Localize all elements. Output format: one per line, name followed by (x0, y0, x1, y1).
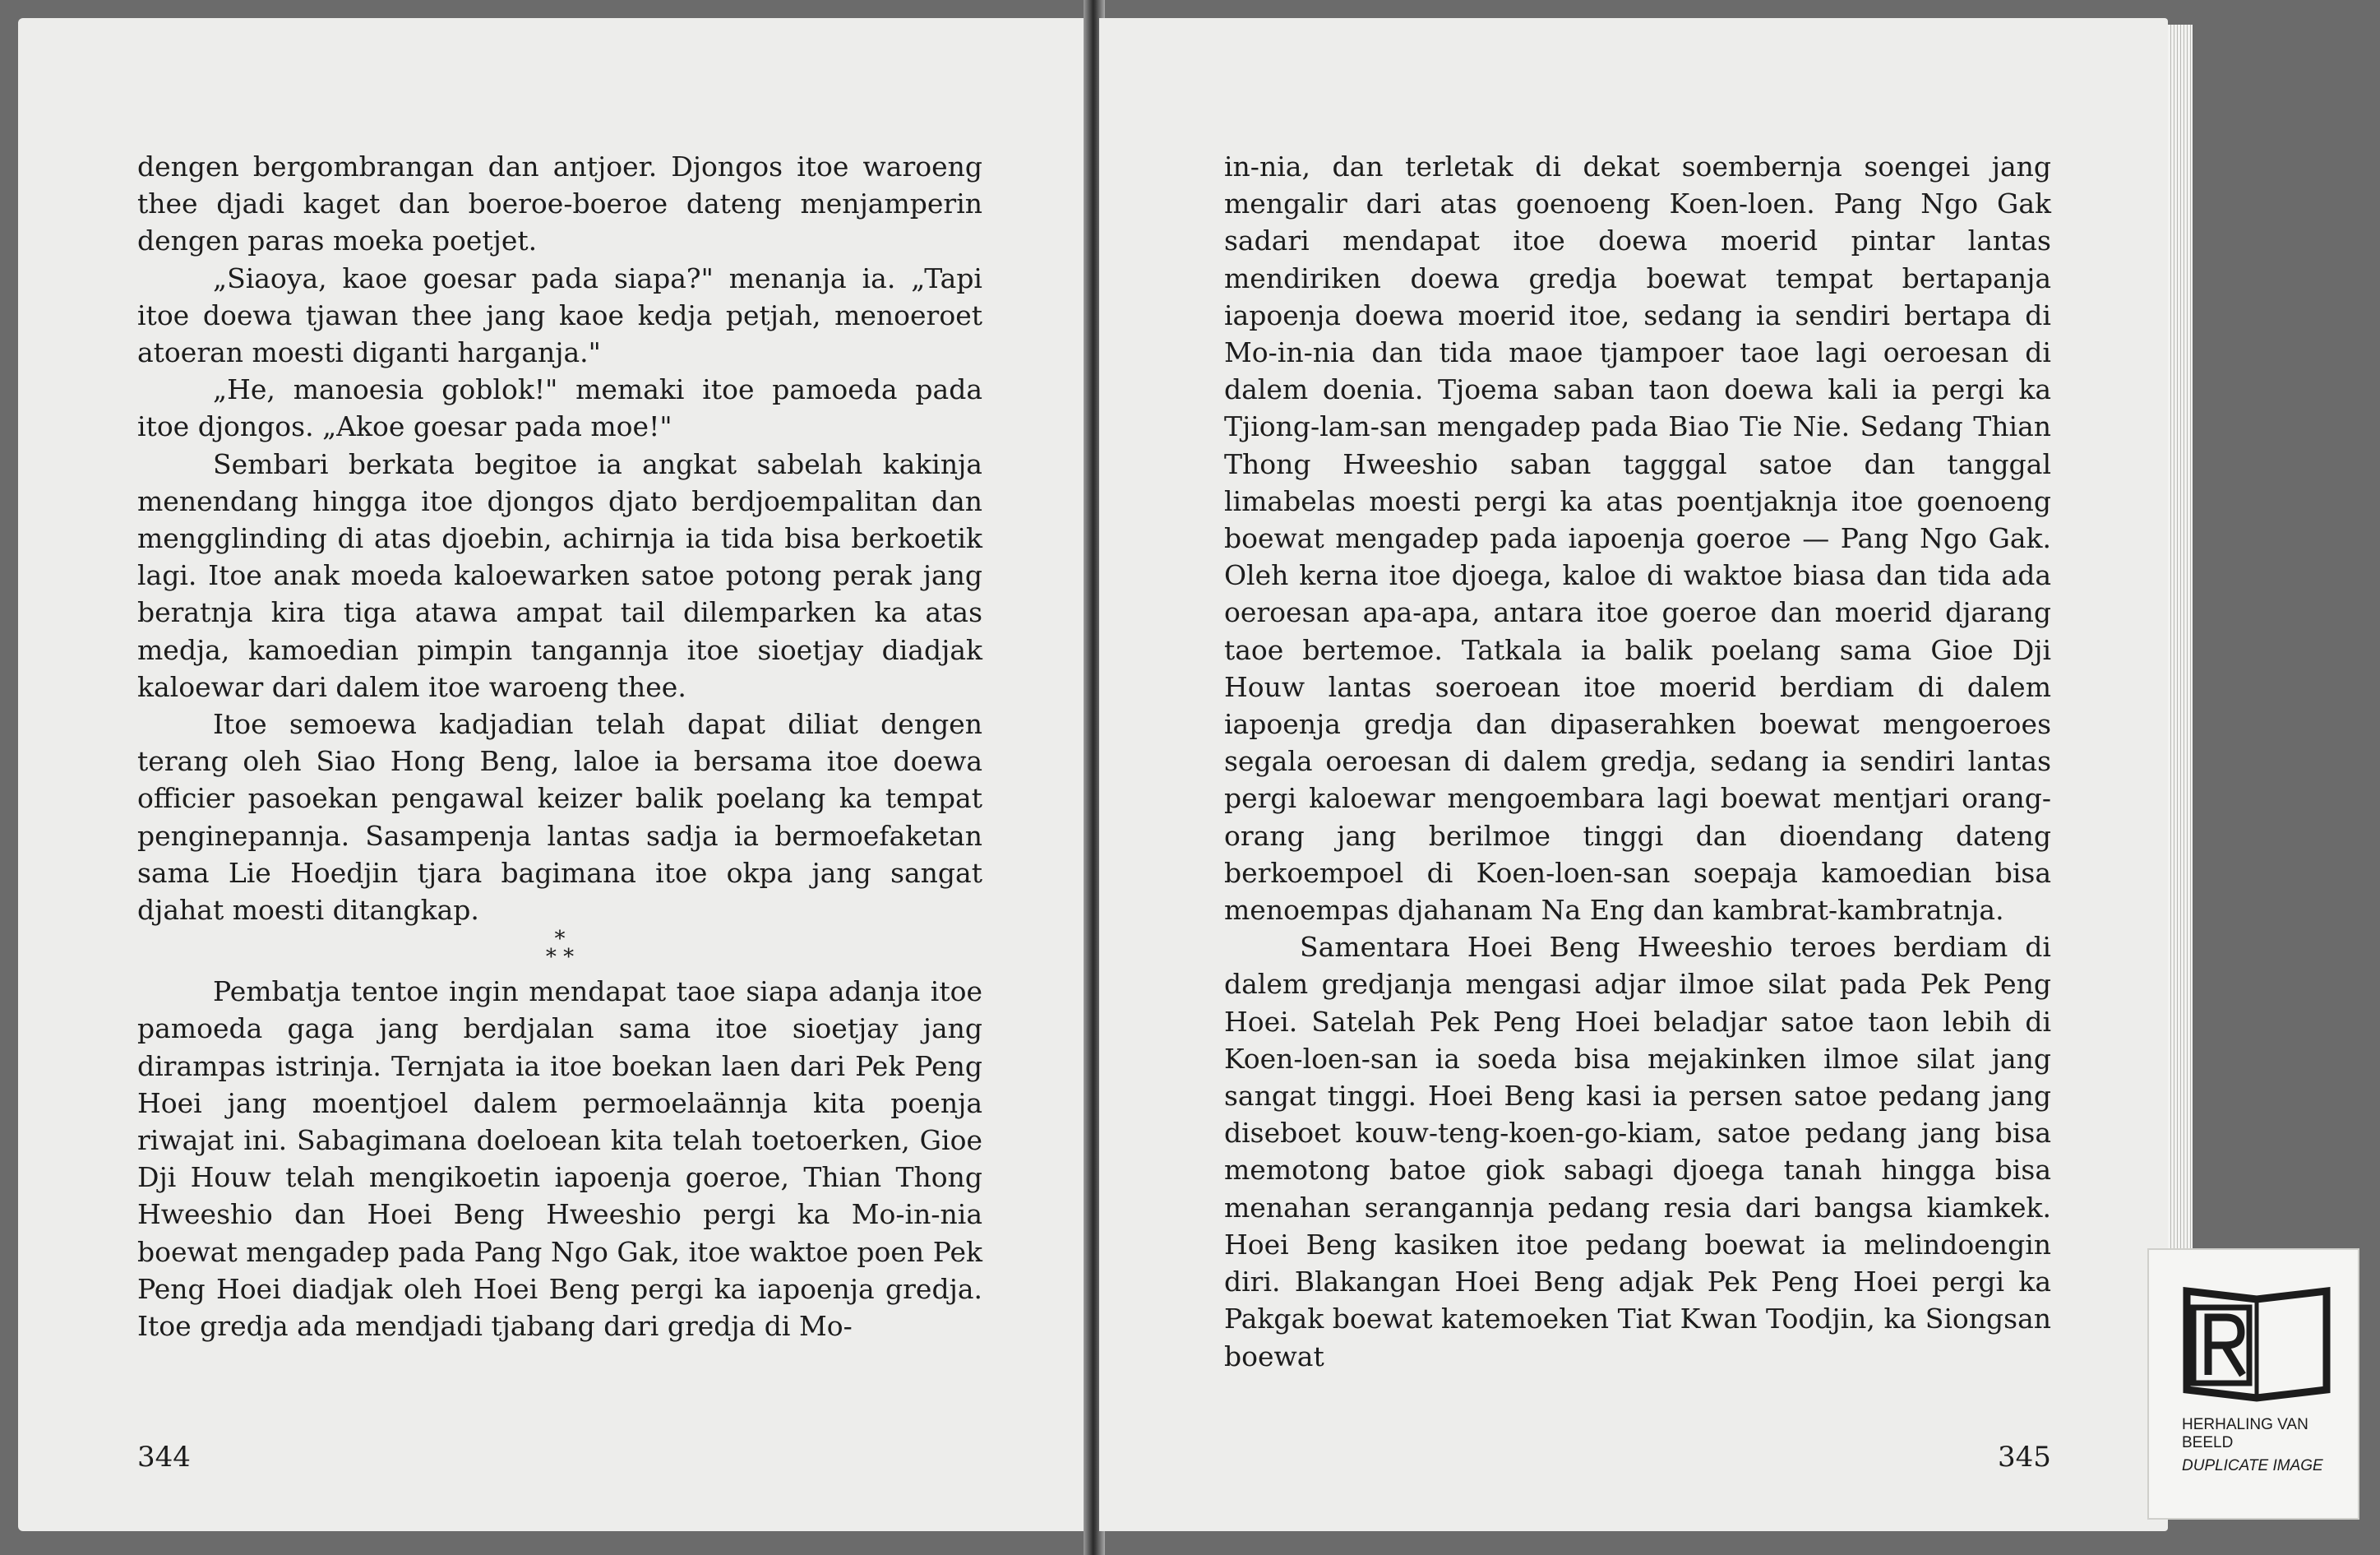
book-r-logo-icon (2179, 1275, 2335, 1406)
paragraph: Samentara Hoei Beng Hweeshio teroes berdiam di dalem gredjanja mengasi adjar ilmoe silat pada Pek Peng Hoei. Satelah Pek Peng Hoei beladjar satoe taon lebih di Koen-loen-san ia soeda bisa mejakinken ilmoe silat jang sangat tinggi. Hoei Beng kasi ia persen satoe pedang jang diseboet kouw-teng-koen-go-kiam, satoe pedang jang bisa memotong batoe giok sabagi djoega tanah hingga bisa menahan serangannja pedang resia dari bangsa kiamkek. Hoei Beng kasiken itoe pedang boewat ia melindoengin diri. Blakangan Hoei Beng adjak Pek Peng Hoei pergi ka Pakgak boewat katemoeken Tiat Kwan Toodjin, ka Siongsan boewat (1224, 931, 2051, 1372)
paragraph: Sembari berkata begitoe ia angkat sabelah kakinja menendang hingga itoe djongos djato berdjoempalitan dan mengglinding di atas djoebin, achirnja ia tida bisa berkoetik lagi. Itoe anak moeda kaloewarken satoe potong perak jang beratnja kira tiga atawa ampat tail dilemparken ka atas medja, kamoedian pimpin tangannja itoe sioetjay diadjak kaloewar dari dalem itoe waroeng thee. (137, 447, 982, 703)
duplicate-stamp (2147, 1248, 2359, 1520)
paragraph: dengen bergombrangan dan antjoer. Djongos itoe waroeng thee djadi kaget dan boeroe-boeroe dateng menjamperin dengen paras moeka poetjet. (137, 150, 982, 257)
right-page (1099, 18, 2168, 1531)
paragraph: in-nia, dan terletak di dekat soembernja soengei jang mengalir dari atas goenoeng Koen-loen. Pang Ngo Gak sadari mendapat itoe doewa moerid pintar lantas mendiriken doewa gredja boewat tempat bertapanja iapoenja doewa moerid itoe, sedang ia sendiri bertapa di Mo-in-nia dan tida maoe tjampoer taoe lagi oeroesan di dalem doenia. Tjoema saban taon doewa kali ia pergi ka Tjiong-lam-san mengadep pada Biao Tie Nie. Sedang Thian Thong Hweeshio saban tagggal satoe dan tanggal limabelas moesti pergi ka atas poentjaknja itoe goenoeng boewat mengadep pada iapoenja goeroe — Pang Ngo Gak. Oleh kerna itoe djoega, kaloe di waktoe biasa dan tida ada oeroesan apa-apa, antara itoe goeroe dan moerid djarang taoe bertemoe. Tatkala ia balik poelang sama Gioe Dji Houw lantas soeroean itoe moerid berdiam di dalem iapoenja gredja dan dipaserahken boewat mengoeroes segala oeroesan di dalem gredja, sedang ia sendiri lantas pergi kaloewar mengoembara lagi boewat mentjari orang-orang jang berilmoe tinggi dan dioendang dateng berkoempoel di Koen-loen-san soepaja kamoedian bisa menoempas djahanam Na Eng dan kambrat-kambratnja. (1224, 150, 2051, 927)
page-number: 345 (1998, 1441, 2051, 1474)
separator-line: * (554, 927, 566, 952)
paragraph: „Siaoya, kaoe goesar pada siapa?" menanja ia. „Tapi itoe doewa tjawan thee jang kaoe kedja petjah, menoeroet atoeran moesti diganti harganja." (137, 261, 982, 369)
right-page-text (1224, 148, 2051, 1375)
paragraph: Itoe semoewa kadjadian telah dapat diliat dengen terang oleh Siao Hong Beng, laloe ia bersama itoe doewa officier pasoekan pengawal keizer balik poelang ka tempat penginepannja. Sasampenja lantas sadja ia bermoefaketan sama Lie Hoedjin tjara bagimana itoe okpa jang sangat djahat moesti ditangkap. (137, 708, 982, 927)
separator-line: * * (545, 945, 575, 970)
section-separator (137, 927, 982, 970)
left-page-text (137, 148, 982, 1344)
left-page (18, 18, 1091, 1531)
stamp-label: HERHALING VAN BEELD (2182, 1416, 2308, 1451)
paragraph: Pembatja tentoe ingin mendapat taoe siapa adanja itoe pamoeda gaga jang berdjalan sama itoe sioetjay jang dirampas istrinja. Ternjata ia itoe boekan laen dari Pek Peng Hoei jang moentjoel dalem permoelaännja kita poenja riwajat ini. Sabagimana doeloean kita telah toetoerken, Gioe Dji Houw telah mengikoetin iapoenja goeroe, Thian Thong Hweeshio dan Hoei Beng Hweeshio pergi ka Mo-in-nia boewat mengadep pada Pang Ngo Gak, itoe waktoe poen Pek Peng Hoei diadjak oleh Hoei Beng pergi ka iapoenja gredja. Itoe gredja ada mendjadi tjabang dari gredja di Mo- (137, 975, 982, 1343)
page-number: 344 (137, 1441, 191, 1474)
paragraph: „He, manoesia goblok!" memaki itoe pamoeda pada itoe djongos. „Akoe goesar pada moe!" (137, 373, 982, 443)
stamp-sublabel: DUPLICATE IMAGE (2182, 1457, 2323, 1474)
